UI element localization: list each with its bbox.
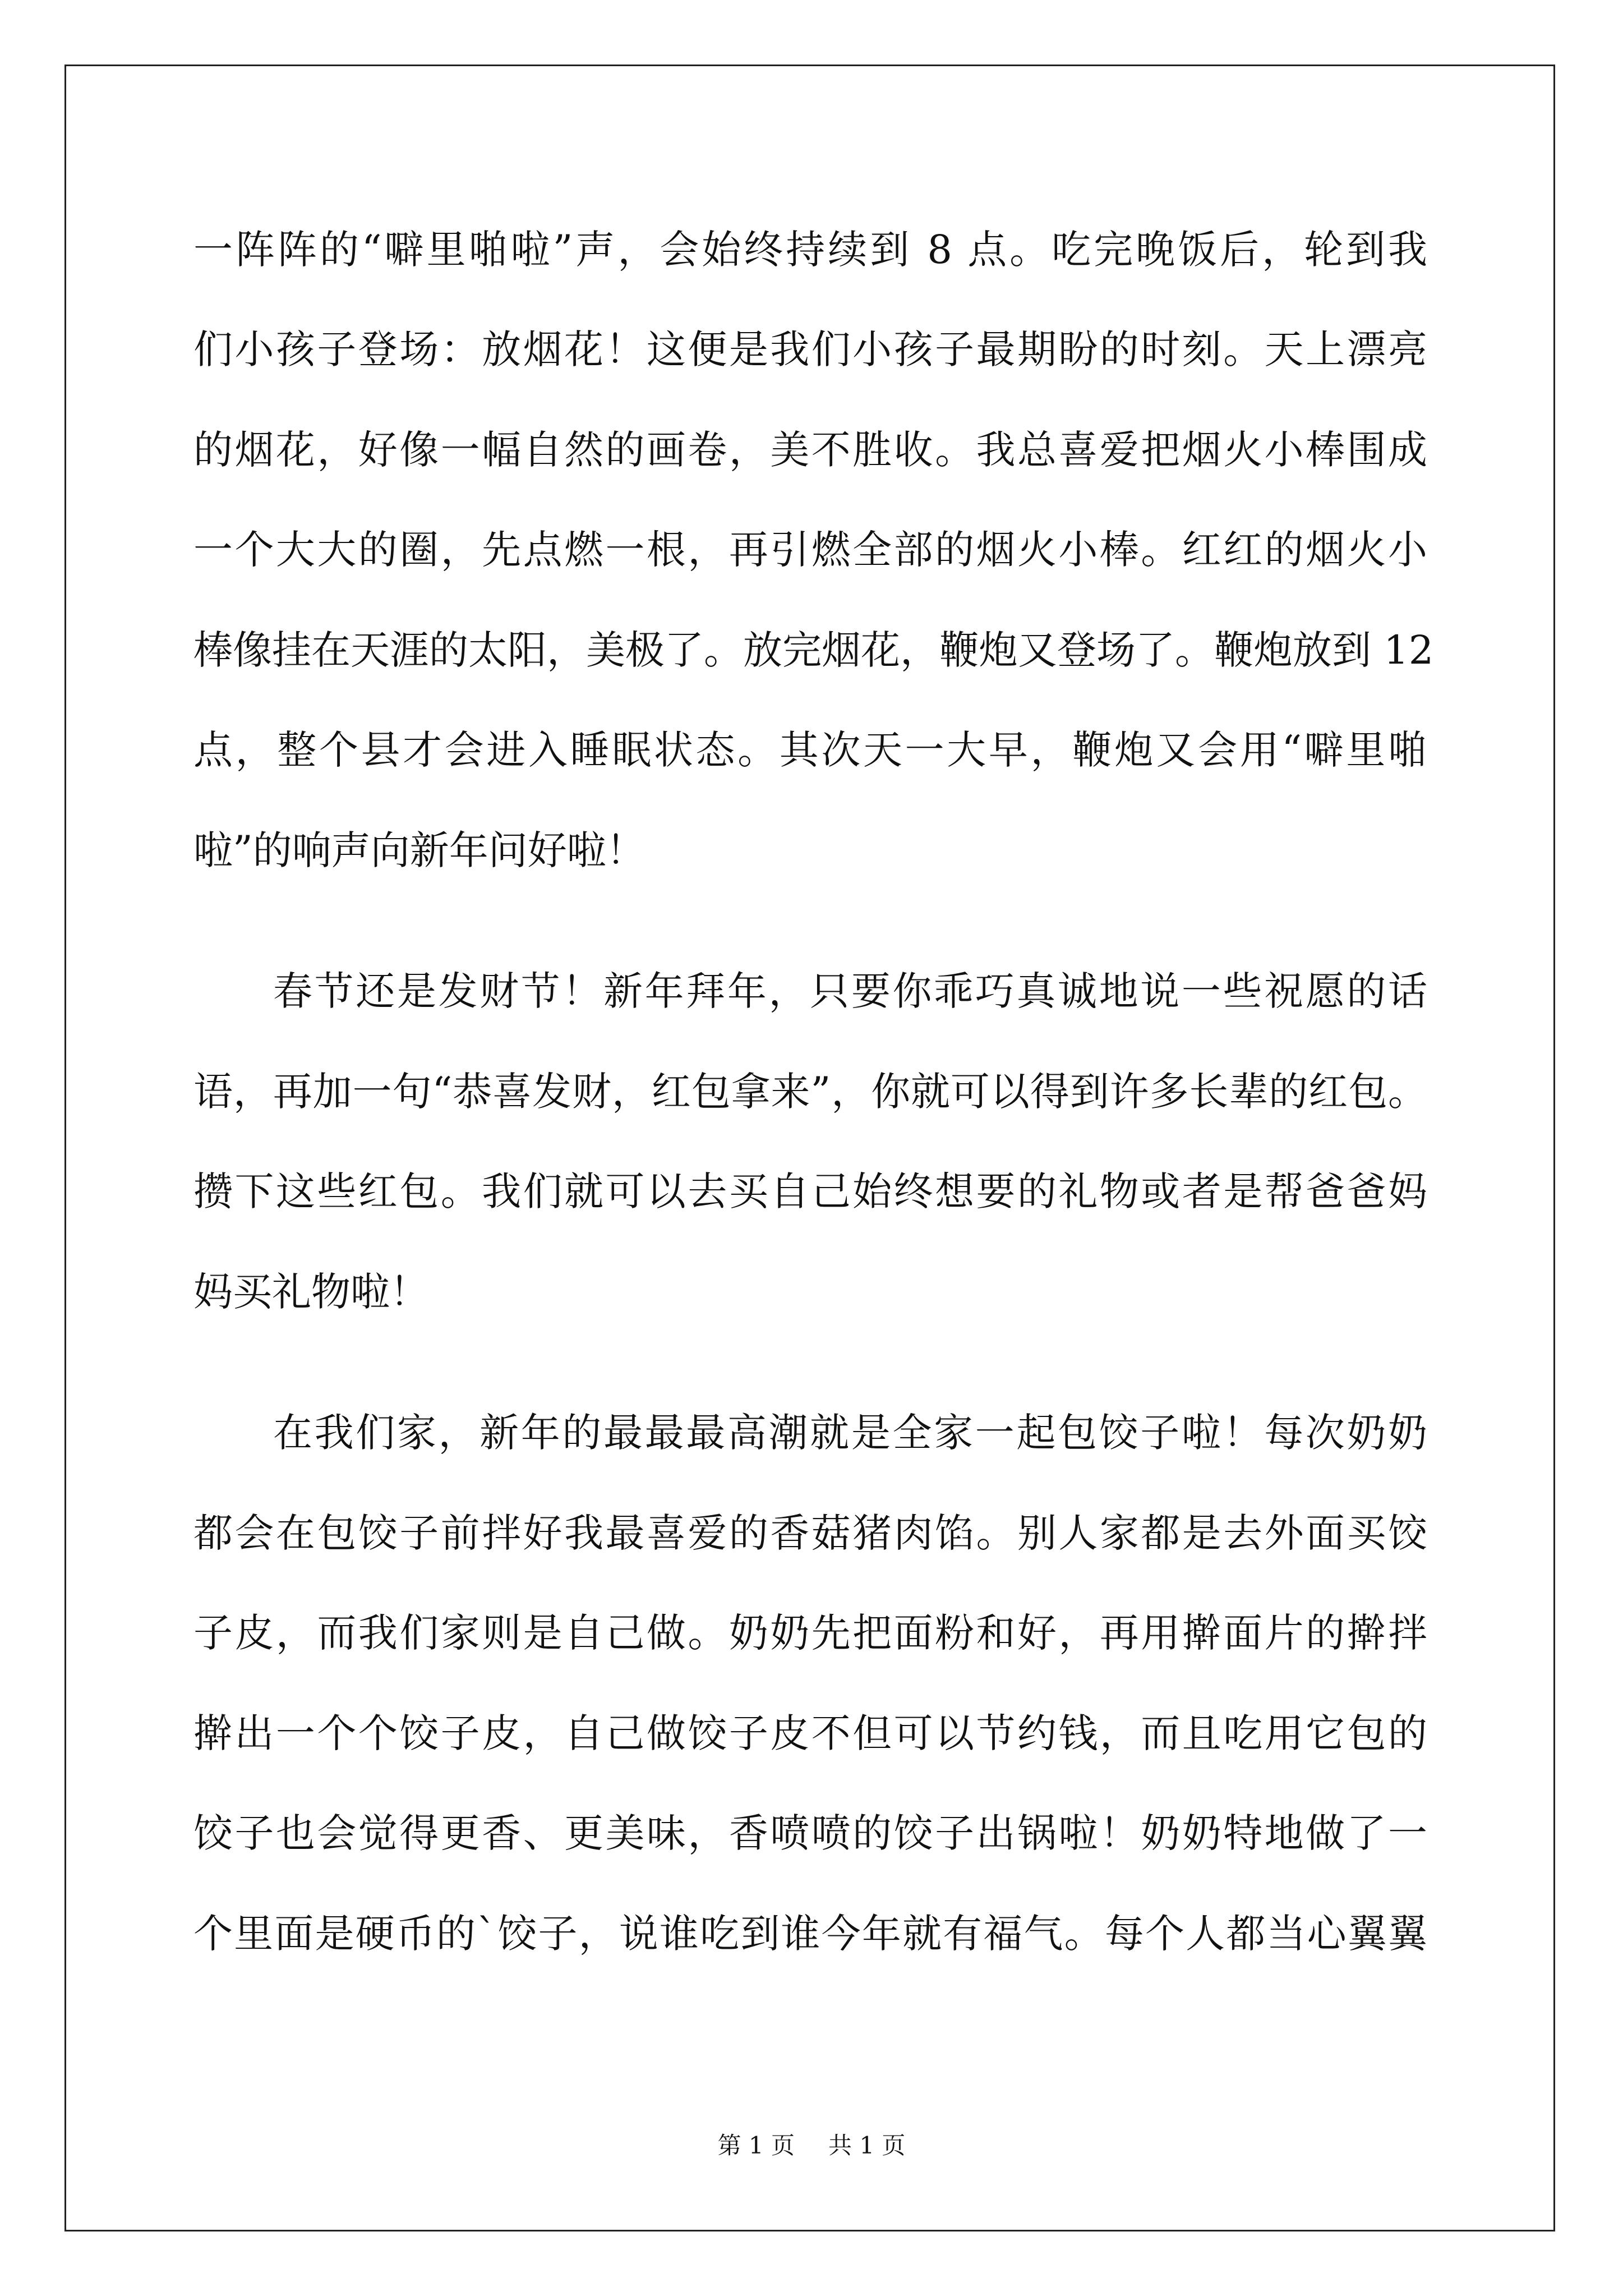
paragraph-1-line-4: 一个大大的圈，先点燃一根，再引燃全部的烟火小棒。红红的烟火小 bbox=[193, 527, 1427, 573]
paragraph-3-line-4: 擀出一个个饺子皮，自己做饺子皮不但可以节约钱，而且吃用它包的 bbox=[193, 1710, 1427, 1756]
paragraph-1-line-1: 一阵阵的“噼里啪啦”声，会始终持续到 8 点。吃完晚饭后，轮到我 bbox=[193, 227, 1427, 273]
paragraph-3-line-6: 个里面是硬币的`饺子，说谁吃到谁今年就有福气。每个人都当心翼翼 bbox=[193, 1911, 1427, 1957]
page-total: 共 1 页 bbox=[828, 2132, 906, 2159]
paragraph-1-line-6: 点，整个县才会进入睡眠状态。其次天一大早，鞭炮又会用“噼里啪 bbox=[193, 727, 1427, 773]
paragraph-3-line-3: 子皮，而我们家则是自己做。奶奶先把面粉和好，再用擀面片的擀拌 bbox=[193, 1610, 1427, 1656]
paragraph-1-line-5: 棒像挂在天涯的太阳，美极了。放完烟花，鞭炮又登场了。鞭炮放到 12 bbox=[193, 627, 1434, 673]
page-footer bbox=[0, 2129, 1623, 2162]
paragraph-1-line-2: 们小孩子登场：放烟花！这便是我们小孩子最期盼的时刻。天上漂亮 bbox=[193, 326, 1427, 372]
paragraph-2-line-1: 春节还是发财节！新年拜年，只要你乖巧真诚地说一些祝愿的话 bbox=[273, 968, 1427, 1014]
paragraph-2-line-2: 语，再加一句“恭喜发财，红包拿来”，你就可以得到许多长辈的红包。 bbox=[193, 1069, 1427, 1115]
paragraph-3-line-1: 在我们家，新年的最最最高潮就是全家一起包饺子啦！每次奶奶 bbox=[273, 1410, 1427, 1456]
page-border bbox=[64, 65, 1555, 2231]
paragraph-2-line-3: 攒下这些红包。我们就可以去买自己始终想要的礼物或者是帮爸爸妈 bbox=[193, 1168, 1427, 1214]
paragraph-1-line-3: 的烟花，好像一幅自然的画卷，美不胜收。我总喜爱把烟火小棒围成 bbox=[193, 427, 1427, 473]
paragraph-3-line-5: 饺子也会觉得更香、更美味，香喷喷的饺子出锅啦！奶奶特地做了一 bbox=[193, 1810, 1427, 1856]
paragraph-2-line-4: 妈买礼物啦！ bbox=[193, 1269, 429, 1315]
paragraph-3-line-2: 都会在包饺子前拌好我最喜爱的香菇猪肉馅。别人家都是去外面买饺 bbox=[193, 1510, 1427, 1556]
page-number: 第 1 页 bbox=[717, 2132, 795, 2159]
paragraph-1-line-7: 啦”的响声向新年问好啦！ bbox=[193, 827, 645, 873]
